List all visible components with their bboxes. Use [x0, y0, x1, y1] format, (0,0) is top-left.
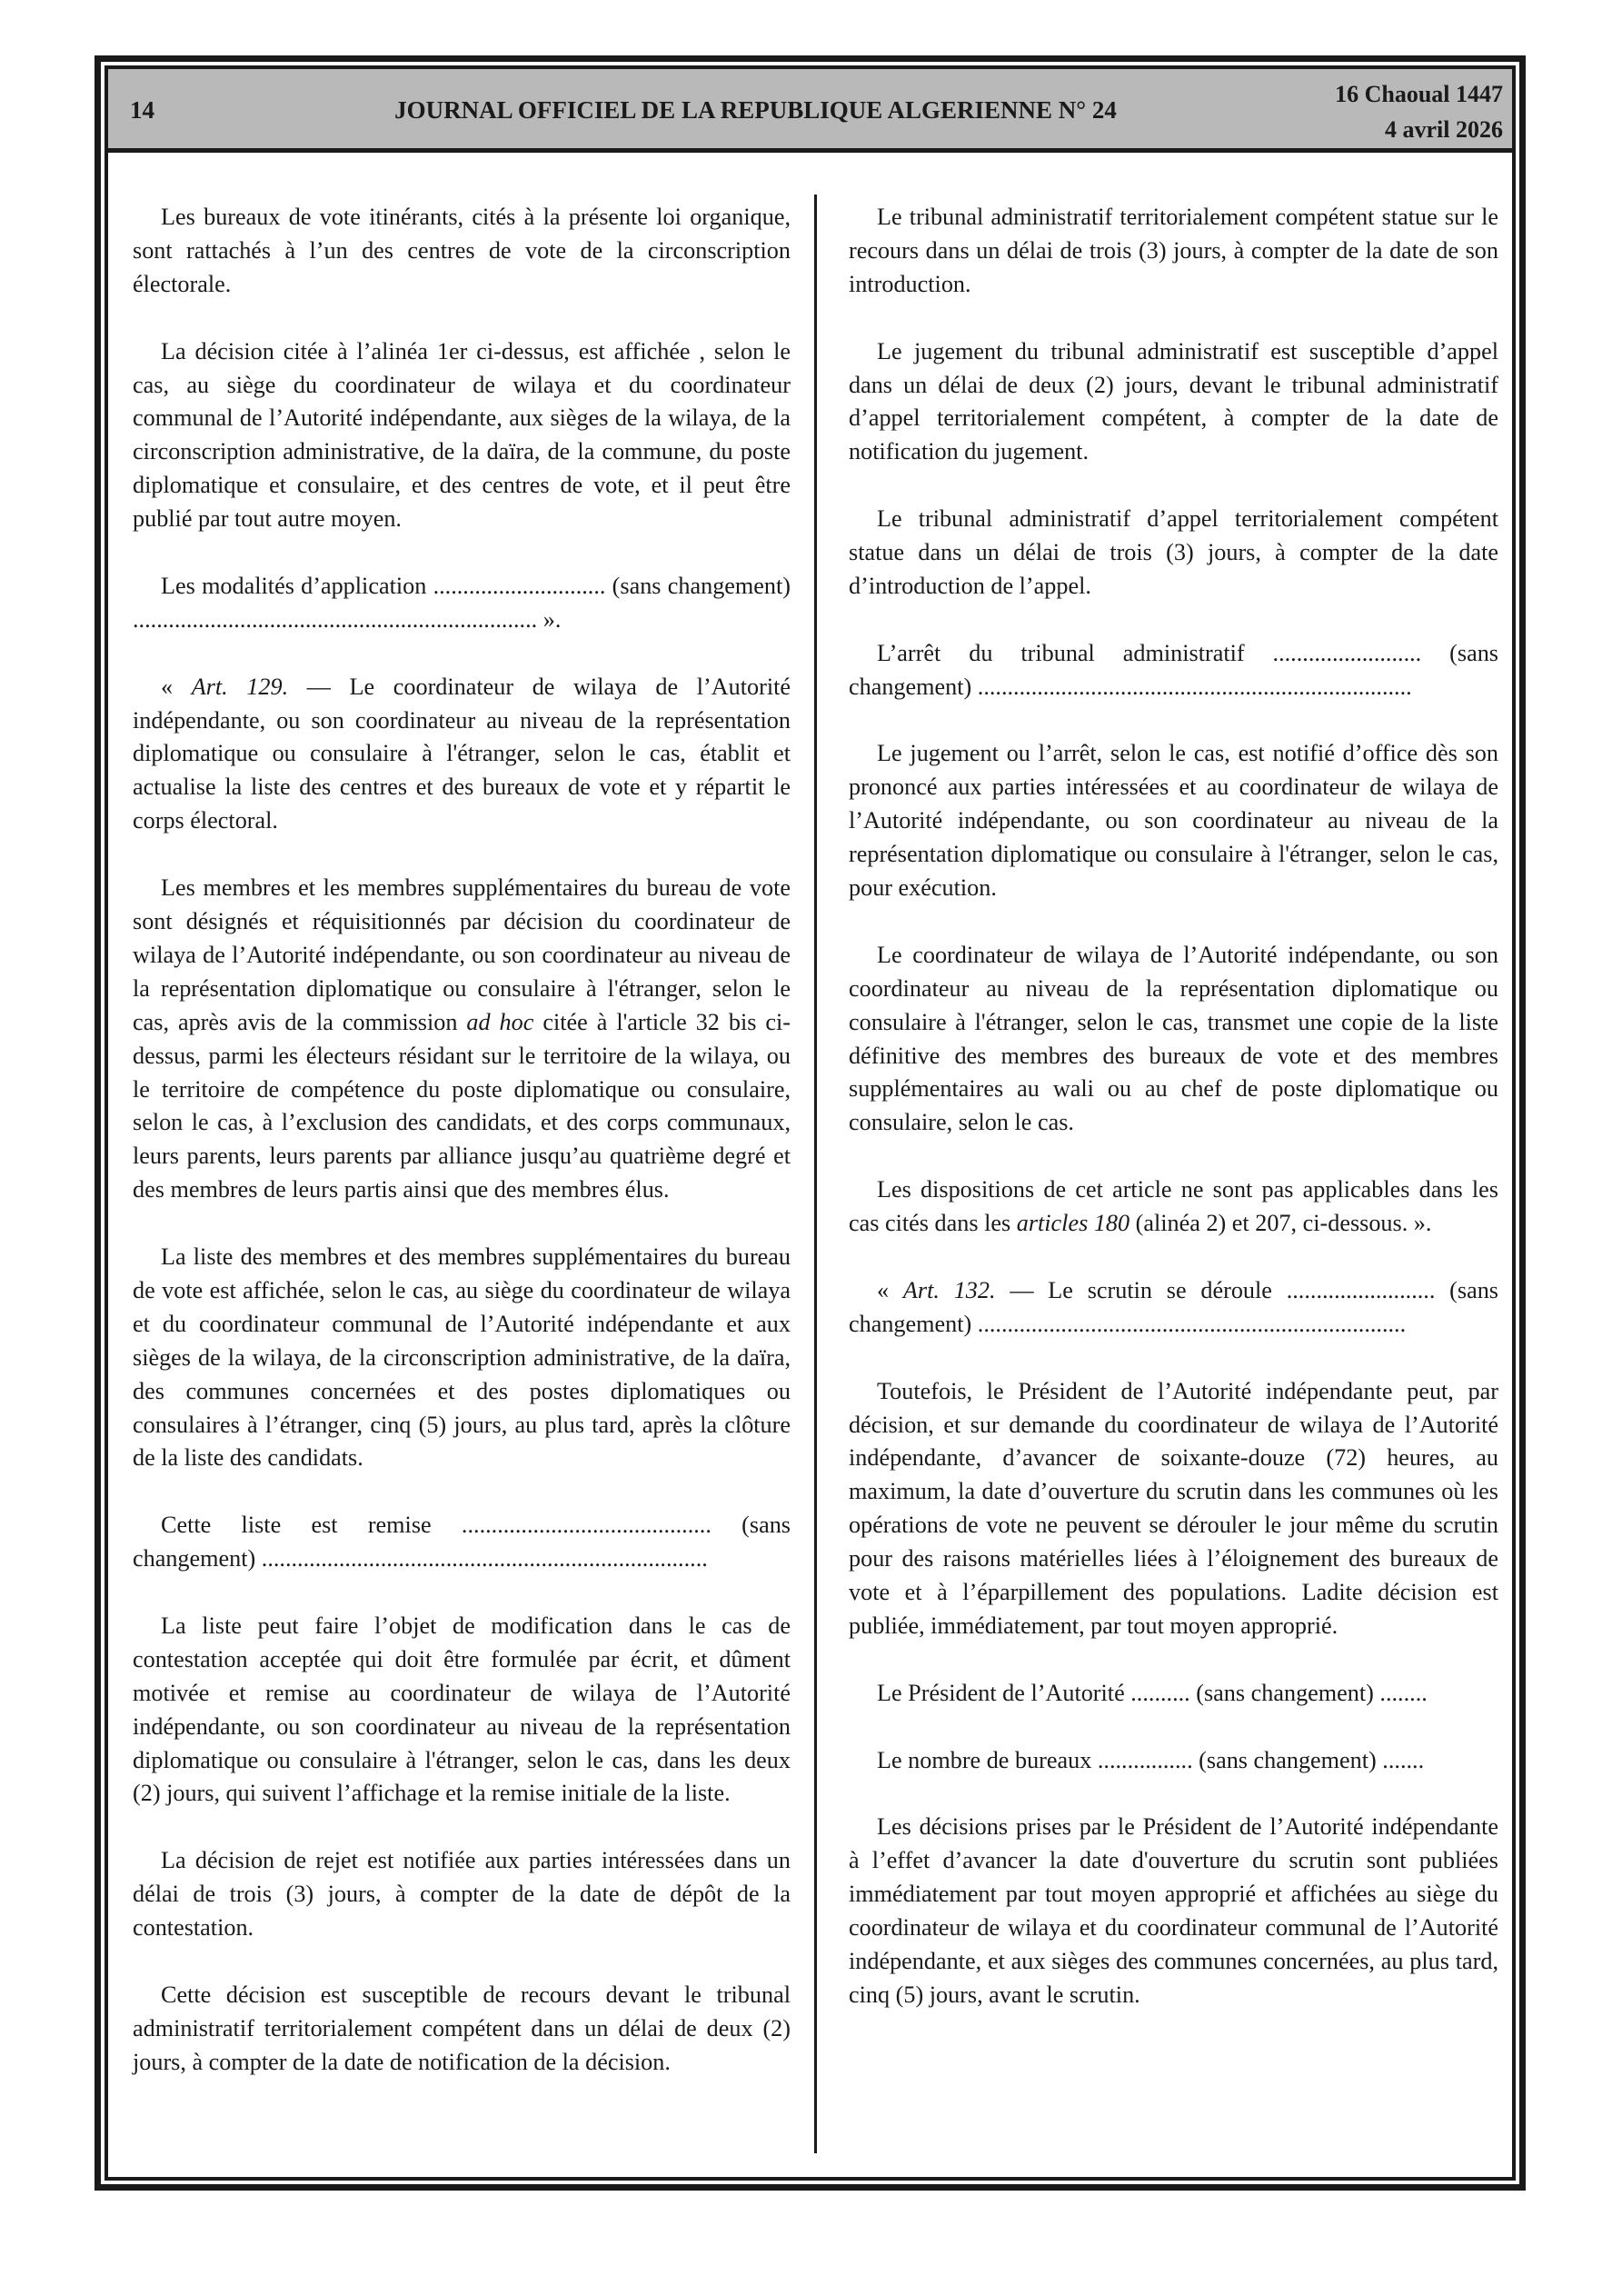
paragraph: Cette décision est susceptible de recours devant le tribunal administratif territorialement compétent dans un délai de deux (2) jours, à compter de la date de notification de la décision.	[133, 1981, 791, 2075]
paragraph: Les modalités d’application ............................. (sans changement) .................................................................... ».	[133, 572, 791, 633]
gregorian-date: 4 avril 2026	[1385, 116, 1503, 143]
article-number: Art. 129.	[191, 673, 289, 700]
paragraph	[133, 872, 791, 1207]
column-divider	[814, 195, 817, 2153]
quote-open: «	[161, 673, 192, 700]
page-header	[108, 69, 1512, 153]
paragraph-text: Les dispositions de cet article ne sont pas applicables dans les cas cités dans les	[849, 1176, 1498, 1237]
issue-date	[1335, 76, 1503, 147]
page-frame-inner-border	[104, 65, 1516, 2181]
paragraph: La décision de rejet est notifiée aux parties intéressées dans un délai de trois (3) jours, à compter de la date de dépôt de la contestation.	[133, 1847, 791, 1942]
hijri-date: 16 Chaoual 1447	[1335, 81, 1503, 107]
page-frame-outer-border	[95, 55, 1526, 2191]
paragraph: Toutefois, le Président de l’Autorité indépendante peut, par décision, et sur demande du coordinateur de wilaya de l’Autorité indépendante, d’avancer de soixante-douze (72) heures, au maximum, la date d’ouverture du scrutin dans les communes où les opérations de vote ne peuvent se dérouler le jour même du scrutin pour des raisons matérielles liées à l’éloignement des bureaux de vote et à l’éparpillement des populations. Ladite décision est publiée, immédiatement, par tout moyen approprié.	[849, 1377, 1498, 1639]
paragraph-text: (alinéa 2) et 207, ci-dessous. ».	[1129, 1210, 1432, 1237]
right-column	[849, 201, 1498, 2012]
paragraph-text: citée à l'article 32 bis ci-dessus, parmi les électeurs résidant sur le territoire de la wilaya, ou le territoire de compétence du poste diplomatique ou consulaire, selon le cas, à l’exclusion des candidats, et des corps communaux, leurs parents, leurs parents par alliance jusqu’au quatrième degré et des membres de leurs partis ainsi que des membres élus.	[133, 1008, 791, 1203]
italic-term: ad hoc	[466, 1008, 534, 1035]
paragraph: Cette liste est remise .......................................... (sans changement) ...........................................................................	[133, 1512, 791, 1572]
paragraph: La liste peut faire l’objet de modification dans le cas de contestation acceptée qui doit être formulée par écrit, et dûment motivée et remise au coordinateur de wilaya de l’Autorité indépendante, ou son coordinateur au niveau de la représentation diplomatique ou consulaire à l'étranger, selon le cas, dans les deux (2) jours, qui suivent l’affichage et la remise initiale de la liste.	[133, 1612, 791, 1807]
paragraph: Les décisions prises par le Président de l’Autorité indépendante à l’effet d’avancer la date d'ouverture du scrutin sont publiées immédiatement par tout moyen approprié et affichées au siège du coordinateur de wilaya et du coordinateur communal de l’Autorité indépendante, et aux sièges des communes concernées, au plus tard, cinq (5) jours, avant le scrutin.	[849, 1813, 1498, 2008]
article-number: Art. 132.	[902, 1276, 996, 1303]
journal-title: JOURNAL OFFICIEL DE LA REPUBLIQUE ALGERIENNE N° 24	[394, 96, 1117, 124]
paragraph: Le nombre de bureaux ................ (sans changement) .......	[877, 1746, 1425, 1773]
article-129-paragraph	[133, 671, 791, 839]
article-text: — Le coordinateur de wilaya de l’Autorité indépendante, ou son coordinateur au niveau de la représentation diplomatique ou consulaire à l'étranger, selon le cas, établit et actualise la liste des centres et des bureaux de vote et y répartit le corps électoral.	[133, 673, 791, 834]
left-column	[133, 201, 791, 2080]
quote-open: «	[877, 1276, 903, 1303]
paragraph: Le tribunal administratif territorialement compétent statue sur le recours dans un délai de trois (3) jours, à compter de la date de son introduction.	[849, 204, 1498, 297]
paragraph	[849, 1173, 1498, 1241]
paragraph: La liste des membres et des membres supplémentaires du bureau de vote est affichée, selon le cas, au siège du coordinateur de wilaya et du coordinateur communal de l’Autorité indépendante et aux sièges de la wilaya, de la circonscription administrative, de la daïra, des communes concernées et des postes diplomatiques ou consulaires à l’étranger, cinq (5) jours, au plus tard, après la clôture de la liste des candidats.	[133, 1243, 791, 1472]
paragraph: Le Président de l’Autorité .......... (sans changement) ........	[877, 1679, 1428, 1706]
paragraph: Le coordinateur de wilaya de l’Autorité indépendante, ou son coordinateur au niveau de la représentation diplomatique ou consulaire à l'étranger, selon le cas, transmet une copie de la liste définitive des membres des bureaux de vote et des membres supplémentaires au wali ou au chef de poste diplomatique ou consulaire, selon le cas.	[849, 941, 1498, 1136]
paragraph: Le jugement ou l’arrêt, selon le cas, est notifié d’office dès son prononcé aux parties intéressées et au coordinateur de wilaya de l’Autorité indépendante, ou son coordinateur au niveau de la représentation diplomatique ou consulaire à l'étranger, selon le cas, pour exécution.	[849, 740, 1498, 902]
italic-term: articles 180	[1016, 1210, 1130, 1237]
paragraph-text: Les membres et les membres supplémentaires du bureau de vote sont désignés et réquisitionnés par décision du coordinateur de wilaya de l’Autorité indépendante, ou son coordinateur au niveau de la représentation diplomatique ou consulaire à l'étranger, selon le cas, après avis de la commission	[133, 874, 791, 1035]
paragraph: Le tribunal administratif d’appel territorialement compétent statue dans un délai de trois (3) jours, à compter de la date d’introduction de l’appel.	[849, 505, 1498, 599]
paragraph: La décision citée à l’alinéa 1er ci-dessus, est affichée , selon le cas, au siège du coordinateur de wilaya et du coordinateur communal de l’Autorité indépendante, aux sièges de la wilaya, de la circonscription administrative, de la daïra, de la commune, du poste diplomatique et consulaire, et des centres de vote, et il peut être publié par tout autre moyen.	[133, 337, 791, 533]
article-text: — Le scrutin se déroule ......................... (sans changement) ........................................................................	[849, 1276, 1498, 1337]
page-number: 14	[130, 96, 154, 124]
paragraph: Le jugement du tribunal administratif est susceptible d’appel dans un délai de deux (2) jours, devant le tribunal administratif d’appel territorialement compétent, à compter de la date de notification du jugement.	[849, 337, 1498, 465]
paragraph: Les bureaux de vote itinérants, cités à la présente loi organique, sont rattachés à l’un des centres de vote de la circonscription électorale.	[133, 204, 791, 297]
paragraph: L’arrêt du tribunal administratif ......................... (sans changement) .........................................................................	[849, 639, 1498, 700]
article-132-paragraph	[849, 1274, 1498, 1342]
